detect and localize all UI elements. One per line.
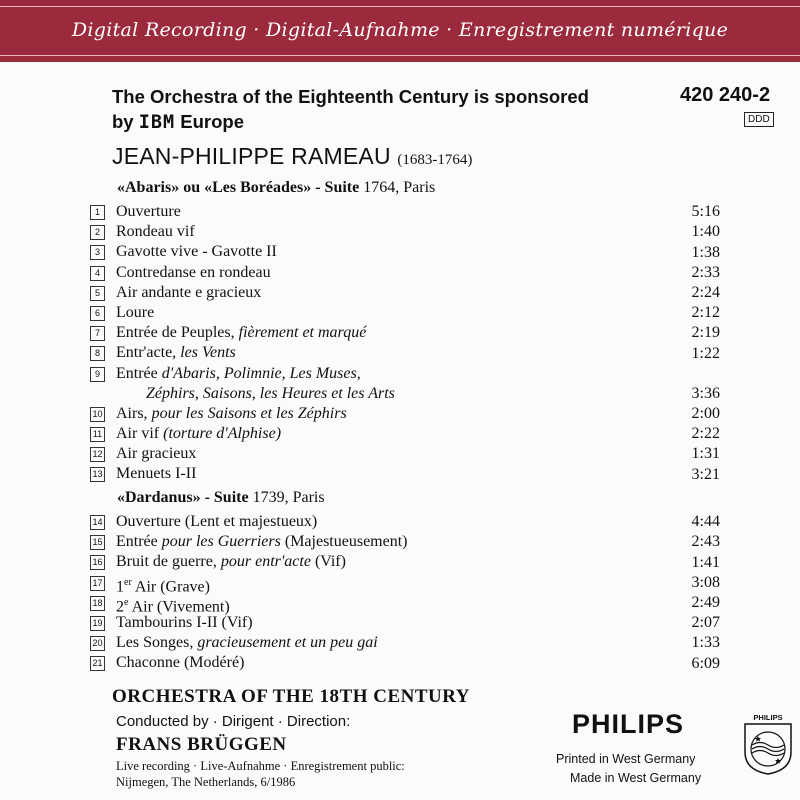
track-number: 18 xyxy=(90,596,105,611)
track-row xyxy=(90,364,730,404)
track-duration: 3:08 xyxy=(691,573,720,591)
track-title xyxy=(116,303,154,323)
track-row xyxy=(90,532,730,552)
track-title-text: Air andante e gracieux xyxy=(116,283,262,301)
track-number: 3 xyxy=(90,245,105,260)
track-title-text: Airs, xyxy=(116,404,152,422)
track-number: 15 xyxy=(90,535,105,550)
track-duration: 2:22 xyxy=(691,425,720,443)
sponsor-text xyxy=(112,84,672,135)
track-title xyxy=(116,464,196,484)
track-title-text: Ouverture xyxy=(116,203,181,220)
track-title-text: Entrée xyxy=(116,364,162,382)
philips-shield-icon xyxy=(742,712,794,776)
track-duration: 1:38 xyxy=(691,243,720,261)
ibm-logo: IBM xyxy=(138,112,176,133)
track-number: 1 xyxy=(90,205,105,220)
track-title: 2e Air (Vivement) xyxy=(116,596,230,616)
track-row xyxy=(90,573,730,593)
track-number: 9 xyxy=(90,367,105,382)
track-title xyxy=(116,512,317,532)
track-title-italic: pour entr'acte xyxy=(220,553,311,571)
track-title-text: Gavotte vive - Gavotte II xyxy=(116,243,277,261)
work-heading-boreades xyxy=(117,179,435,197)
track-title-italic: gracieusement et un peu gai xyxy=(197,634,378,652)
track-title-italic: fièrement et marqué xyxy=(238,324,367,342)
sponsor-line1: The Orchestra of the Eighteenth Century is sponsored xyxy=(112,86,589,107)
track-title-italic: (torture d'Alphise) xyxy=(163,425,282,443)
track-row xyxy=(90,552,730,572)
track-number: 10 xyxy=(90,407,105,422)
track-row xyxy=(90,633,730,653)
track-row xyxy=(90,593,730,616)
track-number: 16 xyxy=(90,555,105,570)
track-title xyxy=(116,263,271,283)
track-number: 14 xyxy=(90,515,105,530)
track-number: 11 xyxy=(90,427,105,442)
track-title xyxy=(116,532,407,552)
track-title xyxy=(116,633,378,653)
track-title xyxy=(116,552,346,572)
track-title-text: Entrée de Peuples, xyxy=(116,324,239,342)
track-number: 7 xyxy=(90,326,105,341)
track-title xyxy=(116,424,281,444)
track-duration: 2:19 xyxy=(691,324,720,342)
composer-name: JEAN-PHILIPPE RAMEAU xyxy=(112,143,391,169)
track-duration: 2:00 xyxy=(691,405,720,423)
made-in: Made in West Germany xyxy=(570,771,702,785)
track-row xyxy=(90,613,730,633)
track-row xyxy=(90,242,730,262)
track-number: 19 xyxy=(90,616,105,631)
work-title: «Abaris» ou «Les Boréades» - Suite xyxy=(117,179,360,196)
composer-heading xyxy=(112,143,472,170)
track-duration: 1:31 xyxy=(691,445,720,463)
track-title-text: Ouverture (Lent et majestueux) xyxy=(116,513,318,530)
track-number: 5 xyxy=(90,286,105,301)
track-row xyxy=(90,653,730,673)
track-title-text: Air vif xyxy=(116,425,164,443)
work-year-place: 1764, Paris xyxy=(363,179,436,196)
track-title-italic: pour les Saisons et les Zéphirs xyxy=(151,404,347,422)
track-number: 4 xyxy=(90,266,105,281)
ordinal-suffix: e xyxy=(124,596,129,608)
track-duration: 2:33 xyxy=(691,263,720,281)
track-number: 6 xyxy=(90,306,105,321)
work-heading-dardanus xyxy=(117,489,325,507)
track-row xyxy=(90,444,730,464)
ddd-badge: DDD xyxy=(744,112,774,127)
catalog-number: 420 240-2 xyxy=(680,84,771,106)
track-title-text: Les Songes, xyxy=(116,634,198,652)
track-duration: 1:22 xyxy=(691,344,720,362)
track-number: 2 xyxy=(90,225,105,240)
track-duration: 1:41 xyxy=(691,553,720,571)
track-duration: 6:09 xyxy=(691,654,720,672)
track-title-italic: d'Abaris, Polimnie, Les Muses, xyxy=(161,364,361,382)
track-title-text: Entrée xyxy=(116,533,162,551)
ordinal-suffix: er xyxy=(124,576,132,588)
live-recording-text: Live recording · Live-Aufnahme · Enregistrement public: xyxy=(116,759,405,773)
track-duration: 2:24 xyxy=(691,283,720,301)
work-title: «Dardanus» - Suite xyxy=(117,489,249,506)
shield-text: PHILIPS xyxy=(753,713,783,722)
track-title xyxy=(116,323,366,343)
track-duration: 3:36 xyxy=(691,384,720,402)
track-row xyxy=(90,263,730,283)
track-duration: 2:07 xyxy=(691,614,720,632)
track-title: 1er Air (Grave) xyxy=(116,576,210,595)
track-title-text: Rondeau vif xyxy=(116,223,195,241)
conductor-name: FRANS BRÜGGEN xyxy=(116,734,287,755)
track-title-text: Entr'acte, xyxy=(116,344,181,362)
track-duration: 1:33 xyxy=(691,634,720,652)
philips-wordmark: PHILIPS xyxy=(572,709,685,739)
track-duration: 2:49 xyxy=(691,593,720,611)
track-title xyxy=(116,364,361,384)
track-duration: 2:12 xyxy=(691,304,720,322)
track-title xyxy=(116,444,196,464)
sponsor-by: by xyxy=(112,111,134,132)
printed-in: Printed in West Germany xyxy=(556,752,696,766)
track-title-text: Chaconne (Modéré) xyxy=(116,654,245,672)
track-number: 13 xyxy=(90,467,105,482)
track-title-after: (Vif) xyxy=(310,553,346,571)
conducted-by: Conducted by · Dirigent · Direction: xyxy=(116,713,351,730)
track-title-italic: pour les Guerriers xyxy=(161,533,281,551)
track-duration: 1:40 xyxy=(691,223,720,241)
track-row xyxy=(90,303,730,323)
track-number: 17 xyxy=(90,576,105,591)
track-title xyxy=(116,613,253,633)
composer-dates: (1683-1764) xyxy=(397,152,473,168)
track-title xyxy=(116,222,195,242)
track-row xyxy=(90,202,730,222)
track-number: 8 xyxy=(90,346,105,361)
track-title-text: Contredanse en rondeau xyxy=(116,263,271,281)
track-row xyxy=(90,404,730,424)
track-number: 21 xyxy=(90,656,105,671)
track-row xyxy=(90,343,730,363)
track-title xyxy=(116,653,244,673)
track-title-text: Air gracieux xyxy=(116,445,197,463)
track-title-text: Bruit de guerre, xyxy=(116,553,221,571)
track-number: 12 xyxy=(90,447,105,462)
track-row xyxy=(90,323,730,343)
track-list-dardanus xyxy=(90,512,730,674)
track-title xyxy=(116,202,181,222)
track-title-after: (Majestueusement) xyxy=(280,533,408,551)
track-list-boreades xyxy=(90,202,730,485)
recording-location: Nijmegen, The Netherlands, 6/1986 xyxy=(116,775,296,789)
banner-text: Digital Recording · Digital-Aufnahme · Enregistrement numérique xyxy=(71,19,729,41)
track-title xyxy=(116,404,347,424)
work-year-place: 1739, Paris xyxy=(252,489,325,506)
track-duration: 4:44 xyxy=(691,513,720,531)
track-duration: 2:43 xyxy=(691,533,720,551)
track-row xyxy=(90,464,730,484)
track-row xyxy=(90,424,730,444)
track-title-italic: les Vents xyxy=(180,344,236,362)
header-banner xyxy=(0,0,800,62)
track-row xyxy=(90,283,730,303)
sponsor-europe: Europe xyxy=(180,111,245,132)
track-duration: 5:16 xyxy=(691,203,720,221)
track-number: 20 xyxy=(90,636,105,651)
orchestra-name: ORCHESTRA OF THE 18TH CENTURY xyxy=(112,686,471,707)
track-title xyxy=(116,283,261,303)
track-row xyxy=(90,222,730,242)
track-duration: 3:21 xyxy=(691,465,720,483)
track-title xyxy=(116,242,277,262)
track-title-continued: Zéphirs, Saisons, les Heures et les Arts xyxy=(146,384,395,402)
track-title-text: Tambourins I-II (Vif) xyxy=(116,613,253,631)
track-title xyxy=(116,343,236,363)
track-title-text: Menuets I-II xyxy=(116,465,197,483)
track-row xyxy=(90,512,730,532)
track-title-text: Loure xyxy=(116,303,155,321)
